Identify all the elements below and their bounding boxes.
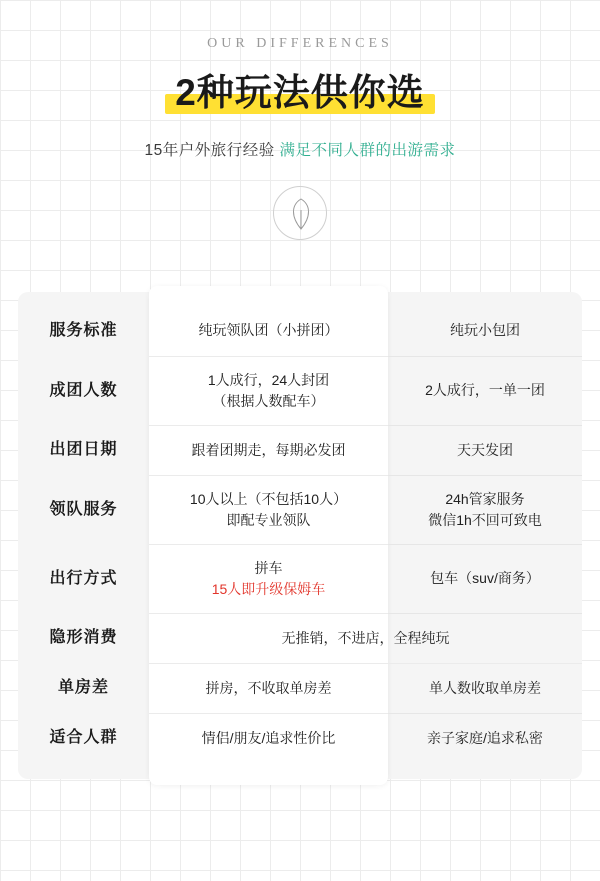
table-row-label: 成团人数: [49, 381, 118, 399]
table-cell-right: [388, 544, 582, 613]
table-row-label: 领队服务: [49, 500, 118, 518]
cell-line-1: 拼车: [254, 559, 283, 576]
table-col-header-mid: 纯玩领队团（小拼团）: [149, 306, 388, 356]
cell-line-2: 微信1h不回可致电: [428, 511, 542, 528]
table-header-row: [18, 306, 582, 356]
page-subtitle: [0, 138, 600, 160]
page-title-text: 2种玩法供你选: [175, 72, 425, 113]
table-row-label: 出行方式: [49, 569, 118, 587]
comparison-table: [18, 306, 582, 763]
table-row: [18, 663, 582, 713]
table-cell-merged: 无推销，不进店，全程纯玩: [149, 613, 582, 663]
cell-line-1: 24h管家服务: [445, 490, 525, 507]
cell-line-1: 2人成行，一单一团: [425, 382, 545, 398]
cell-line-1: 10人以上（不包括10人）: [189, 490, 348, 507]
table-cell-mid: [149, 475, 388, 544]
table-row: [18, 425, 582, 475]
cell-line-2: 即配专业领队: [226, 511, 311, 528]
table-cell-mid: 情侣/朋友/追求性价比: [201, 729, 336, 746]
leaf-emblem-icon: [273, 186, 327, 240]
table-row: [18, 356, 582, 425]
table-cell-right: 单人数收取单房差: [388, 663, 582, 713]
table-row-label: 隐形消费: [49, 629, 118, 646]
cell-line-1: 包车（suv/商务）: [430, 570, 540, 586]
page-title: [171, 62, 429, 116]
table-row-label: 单房差: [57, 679, 109, 696]
table-cell-mid: [149, 544, 388, 613]
comparison-table-card: [18, 292, 582, 779]
table-cell-right: [388, 356, 582, 425]
table-row-label: 出团日期: [49, 441, 118, 458]
table-cell-mid: [149, 425, 388, 475]
table-row-label: 服务标准: [49, 322, 118, 339]
table-cell-mid: 拼房，不收取单房差: [149, 663, 388, 713]
table-cell-right: 亲子家庭/追求私密: [427, 729, 543, 746]
table-row-label: 适合人群: [49, 729, 118, 746]
cell-line-2-alert: 15人即升级保姆车: [211, 580, 326, 597]
cell-line-1: 跟着团期走，每期必发团: [191, 441, 346, 458]
table-row: [18, 613, 582, 663]
subtitle-plain: 15年户外旅行经验: [144, 142, 280, 159]
table-row: [18, 713, 582, 763]
cell-line-1: 天天发团: [457, 441, 513, 458]
subtitle-accent: 满足不同人群的出游需求: [279, 142, 456, 159]
table-cell-right: [388, 475, 582, 544]
page-header: [0, 0, 600, 240]
table-row: [18, 544, 582, 613]
eyebrow-text: OUR DIFFERENCES: [207, 36, 393, 51]
table-cell-right: [388, 425, 582, 475]
cell-line-2: （根据人数配车）: [212, 392, 325, 409]
leaf-icon: [287, 198, 315, 230]
table-row: [18, 475, 582, 544]
cell-line-1: 1人成行，24人封团: [207, 371, 330, 388]
table-cell-mid: [149, 356, 388, 425]
table-col-header-right: 纯玩小包团: [388, 306, 582, 356]
